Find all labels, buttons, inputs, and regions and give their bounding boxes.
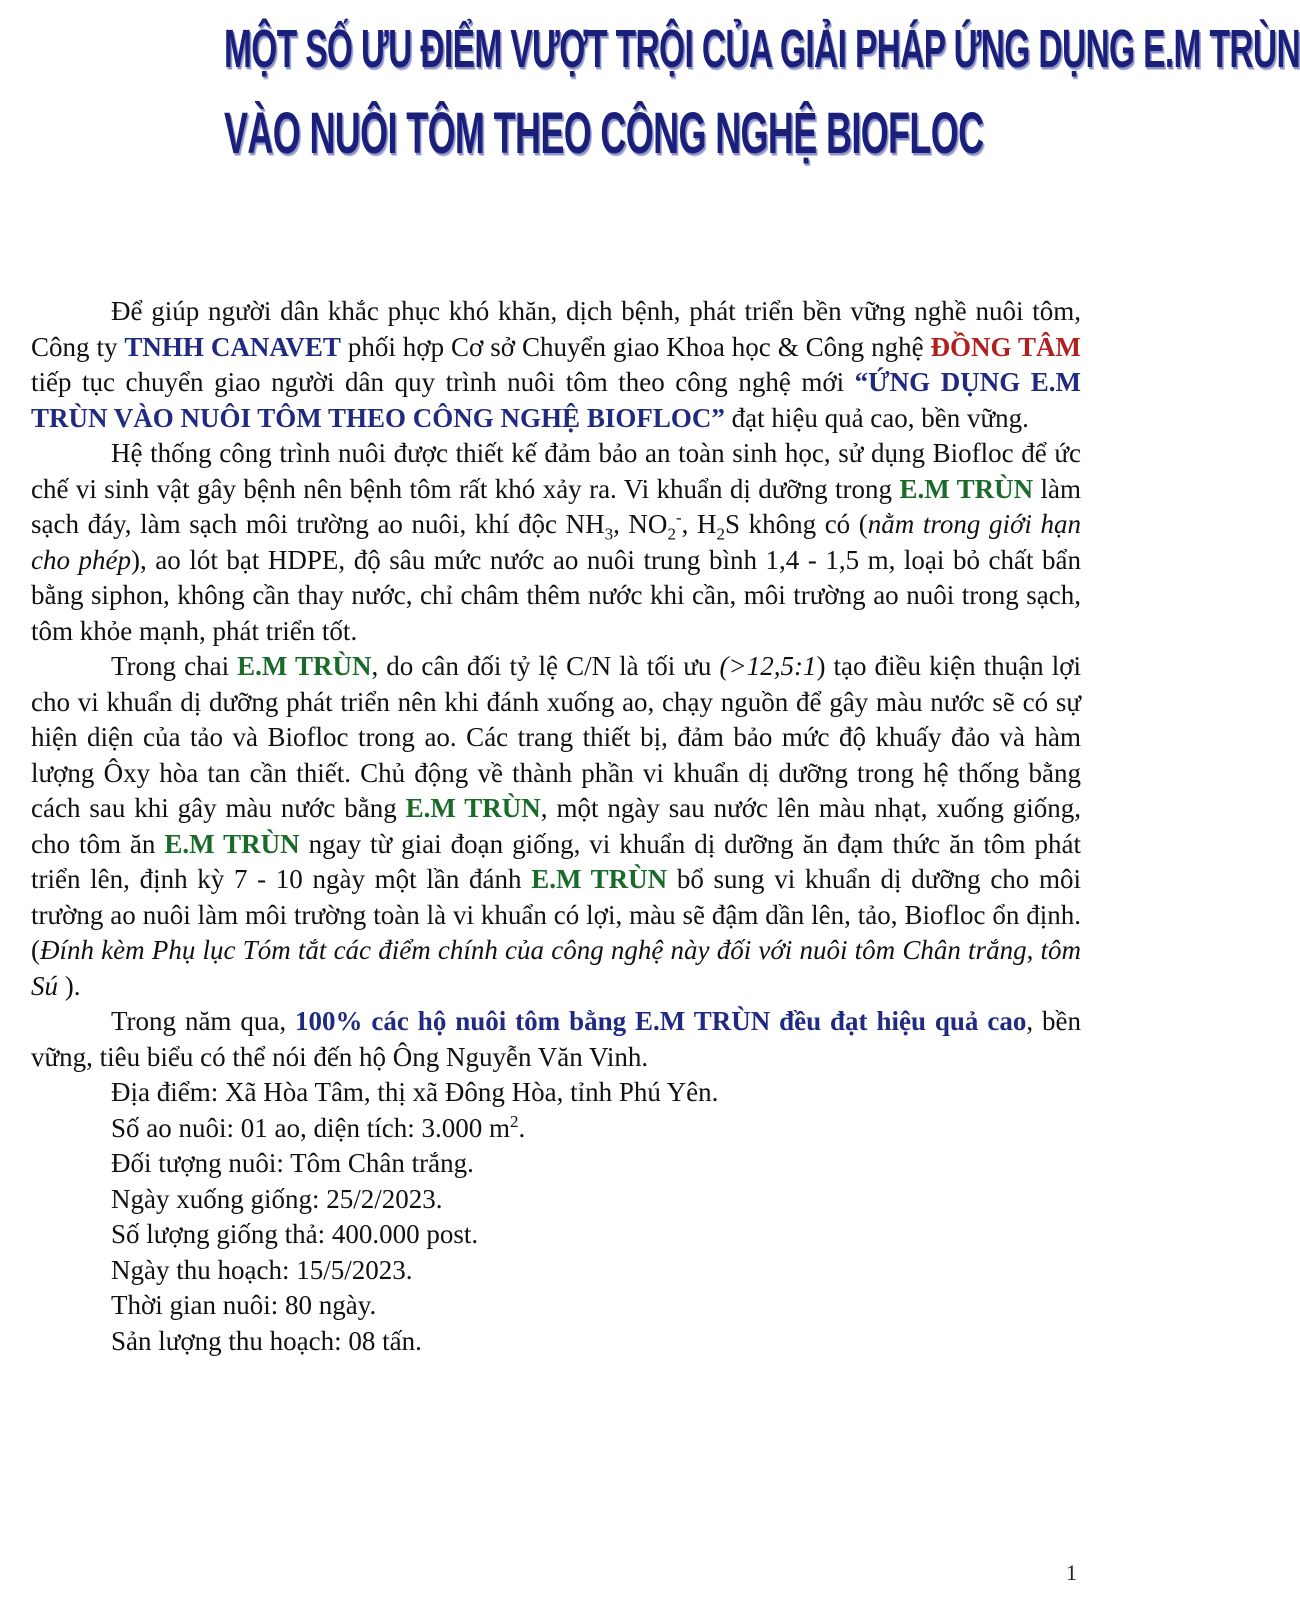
paragraph-method: Trong chai E.M TRÙN, do cân đối tỷ lệ C/N là tối ưu (>12,5:1) tạo điều kiện thuận lợi cho vi khuẩn dị dưỡng phát triển nên khi đánh xuống ao, chạy nguồn để gây màu nước sẽ có sự hiện diện của tảo và Biofloc trong ao. Các trang thiết bị, đảm bảo mức độ khuấy đảo và hàm lượng Ôxy hòa tan cần thiết. Chủ động về thành phần vi khuẩn dị dưỡng trong hệ thống bằng cách sau khi gây màu nước bằng E.M TRÙN, một ngày sau nước lên màu nhạt, xuống giống, cho tôm ăn E.M TRÙN ngay từ giai đoạn giống, vi khuẩn dị dưỡng ăn đạm thức ăn tôm phát triển lên, định kỳ 7 - 10 ngày một lần đánh E.M TRÙN bổ sung vi khuẩn dị dưỡng cho môi trường ao nuôi làm môi trường toàn là vi khuẩn có lợi, màu sẽ đậm dần lên, tảo, Biofloc ổn định. (Đính kèm Phụ lục Tóm tắt các điểm chính của công nghệ này đối với nuôi tôm Chân trắng, tôm Sú ). — [31, 651, 1082, 1001]
detail-yield: Sản lượng thu hoạch: 08 tấn. — [111, 1325, 422, 1356]
partner-name: ĐỒNG TÂM — [930, 331, 1081, 362]
page-number: 1 — [1066, 1560, 1077, 1585]
product-name: E.M TRÙN — [237, 651, 372, 681]
title-line-2: VÀO NUÔI TÔM THEO CÔNG NGHỆ BIOFLOC — [224, 101, 984, 166]
detail-ponds: Số ao nuôi: 01 ao, diện tích: 3.000 $m^2$. — [111, 1111, 526, 1143]
detail-location: Địa điểm: Xã Hòa Tâm, thị xã Đông Hòa, tỉnh Phú Yên. — [111, 1077, 719, 1107]
results-highlight: 100% các hộ nuôi tôm bằng E.M TRÙN đều đạt hiệu quả cao — [295, 1006, 1027, 1036]
technology-name: “ỨNG DỤNG E.M TRÙN VÀO NUÔI TÔM THEO CÔNG NGHỆ BIOFLOC” — [31, 367, 1081, 433]
paragraph-results: Trong năm qua, 100% các hộ nuôi tôm bằng E.M TRÙN đều đạt hiệu quả cao, bền vững, tiêu biểu có thể nói đến hộ Ông Nguyễn Văn Vinh. — [31, 1006, 1081, 1072]
company-name: TNHH CANAVET — [124, 331, 341, 362]
detail-stocking-quantity: Số lượng giống thả: 400.000 post. — [111, 1219, 479, 1249]
product-name: E.M TRÙN — [405, 793, 541, 823]
title-line-1: MỘT SỐ ƯU ĐIỂM VƯỢT TRỘI CỦA GIẢI PHÁP ỨNG DỤNG E.M TRÙN — [224, 19, 1300, 79]
paragraph-intro: Để giúp người dân khắc phục khó khăn, dịch bệnh, phát triển bền vững nghề nuôi tôm, Công ty TNHH CANAVET phối hợp Cơ sở Chuyển giao Khoa học & Công nghệ ĐỒNG TÂM tiếp tục chuyển giao người dân quy trình nuôi tôm theo công nghệ mới “ỨNG DỤNG E.M TRÙN VÀO NUÔI TÔM THEO CÔNG NGHỆ BIOFLOC” đạt hiệu quả cao, bền vững. — [31, 296, 1081, 433]
detail-species: Đối tượng nuôi: Tôm Chân trắng. — [111, 1148, 474, 1178]
document-body — [31, 294, 1081, 1359]
product-name: E.M TRÙN — [531, 864, 668, 894]
product-name: E.M TRÙN — [164, 828, 300, 859]
paragraph-system: Hệ thống công trình nuôi được thiết kế đảm bảo an toàn sinh học, sử dụng Biofloc để ức chế vi sinh vật gây bệnh nên bệnh tôm rất khó xảy ra. Vi khuẩn dị dưỡng trong E.M TRÙN làm sạch đáy, làm sạch môi trường ao nuôi, khí độc $NH_3$, $NO_2^-$, $H_2S$ không có (nằm trong giới hạn cho phép), ao lót bạt HDPE, độ sâu mức nước ao nuôi trung bình 1,4 - 1,5 m, loại bỏ chất bẩn bằng siphon, không cần thay nước, chỉ châm thêm nước khi cần, môi trường ao nuôi trong sạch, tôm khỏe mạnh, phát triển tốt. — [31, 438, 1082, 646]
detail-duration: Thời gian nuôi: 80 ngày. — [111, 1290, 377, 1320]
detail-harvest-date: Ngày thu hoạch: 15/5/2023. — [111, 1254, 413, 1285]
product-name: E.M TRÙN — [899, 473, 1034, 504]
detail-stocking-date: Ngày xuống giống: 25/2/2023. — [111, 1183, 443, 1214]
